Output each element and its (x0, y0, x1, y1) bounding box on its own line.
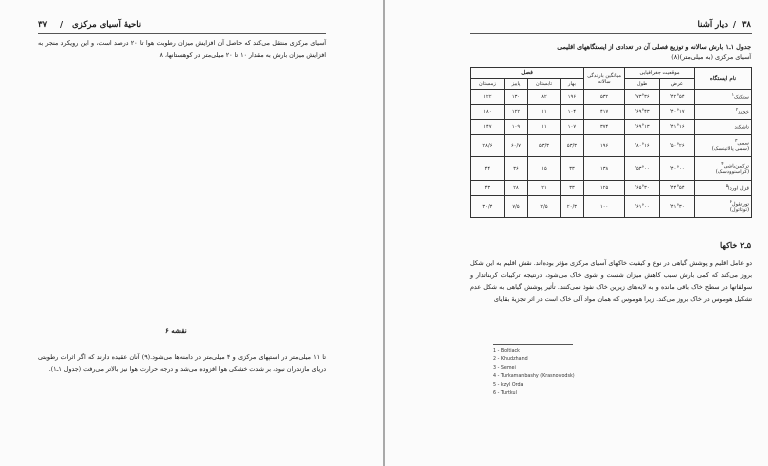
table-row (471, 120, 752, 135)
autumn-cell: ۱۲۲ (504, 105, 527, 120)
winter-cell: ۱۲۲ (471, 90, 505, 105)
lat-cell: ۵۰°۲۶' (660, 135, 695, 157)
col-lat-header: عرض (660, 79, 695, 90)
right-header-separator: / (732, 20, 736, 30)
summer-cell: ۲/۵ (528, 196, 561, 218)
station-cell: ستکنک$^۱$ (695, 90, 752, 105)
right-header-running-title: دیار آشنا (697, 20, 728, 30)
precipitation-table (470, 67, 752, 218)
spring-cell: ۲۰/۳ (560, 196, 583, 218)
col-season-header: فصل (471, 68, 584, 79)
footnote-item: 1 - Boltiack (493, 349, 520, 354)
table-row (471, 135, 752, 157)
left-header-running-title: ناحیهٔ آسیای مرکزی (72, 20, 142, 30)
lon-cell: ۶۹°۱۳' (625, 120, 660, 135)
left-header-rule (38, 33, 326, 34)
autumn-cell: ۶۰/۷ (504, 135, 527, 157)
lon-cell: ۶۱°۰۰' (625, 196, 660, 218)
annual-cell: ۱۲۵ (584, 181, 625, 196)
footnote-rule (493, 344, 573, 345)
lon-cell: ۸۰°۱۶' (625, 135, 660, 157)
table-row (471, 196, 752, 218)
summer-cell: ۱۱ (528, 120, 561, 135)
footnote-item: 6 - Turtkul (493, 391, 517, 397)
spring-cell: ۱۰۷ (560, 120, 583, 135)
footnote-item: 3 - Semei (493, 365, 516, 371)
col-geo-header: موقعیت جغرافیایی (625, 68, 695, 79)
station-cell: ترکمن‌باشی$^۴$ (کراسنوودسک) (695, 157, 752, 181)
lat-cell: ۴۰°۰۰' (660, 157, 695, 181)
col-station-header: نام ایستگاه (695, 68, 752, 90)
table-row (471, 105, 752, 120)
summer-cell: ۲۱ (528, 181, 561, 196)
spring-cell: ۱۹۶ (560, 90, 583, 105)
season-header-spring: بهار (560, 79, 583, 90)
autumn-cell: ۲۸ (504, 181, 527, 196)
summer-cell: ۱۵ (528, 157, 561, 181)
left-header-page-number: ۳۷ (38, 20, 48, 30)
table-row (471, 157, 752, 181)
lon-cell: ۵۳°۰۰' (625, 157, 660, 181)
map-caption: نقشه ۶ (165, 326, 187, 335)
left-page (0, 0, 383, 466)
right-header-rule (470, 33, 752, 34)
station-cell: تورتقول$^۶$ (توتاتول) (695, 196, 752, 218)
table-caption (451, 43, 751, 63)
col-annual-header: میانگین بارندگی سالانه (584, 68, 625, 90)
station-cell: سمی$^۳$ (سمی پالاتینسک) (695, 135, 752, 157)
lon-cell: ۶۹°۴۳' (625, 105, 660, 120)
table-row (471, 90, 752, 105)
left-header-separator: / (60, 20, 64, 30)
autumn-cell: ۱۳۰ (504, 90, 527, 105)
table-row (471, 181, 752, 196)
right-page (385, 0, 768, 466)
spring-cell: ۱۰۴ (560, 105, 583, 120)
lat-cell: ۴۴°۵۴' (660, 181, 695, 196)
autumn-cell: ۷/۵ (504, 196, 527, 218)
lon-cell: ۷۳°۳۶' (625, 90, 660, 105)
lat-cell: ۴۰°۱۷' (660, 105, 695, 120)
left-bottom-paragraph: تا ۱۱ میلی‌متر در استپهای مرکزی و ۴ میلی‌متر در دامنه‌ها می‌شود.(۹) آنان عقیده دارند که اگر اثرات رطوبتی دریای مازندران نبود، بر شدت خشکی هوا افزوده می‌شد و درجه حرارت هوا نیز بالاتر می‌رفت (جدول ۱ـ۱). (38, 354, 326, 373)
annual-cell: ۱۹۶ (584, 135, 625, 157)
autumn-cell: ۱۰۹ (504, 120, 527, 135)
season-header-summer: تابستان (528, 79, 561, 90)
summer-cell: ۵۳/۳ (528, 135, 561, 157)
table-header-row-1 (471, 68, 752, 79)
season-header-winter: زمستان (471, 79, 505, 90)
footnotes (493, 348, 575, 398)
spring-cell: ۳۳ (560, 157, 583, 181)
winter-cell: ۲۸/۶ (471, 135, 505, 157)
soils-paragraph: دو عامل اقلیم و پوشش گیاهی در نوع و کیفیت خاکهای آسیای مرکزی مؤثر بوده‌اند. نقش اقلیم به این شکل بروز می‌کند که کمی بارش سبب کاهش میزان شست و شوی خاک می‌شود، درنتیجه ترکیبات کربناتدار و سولفاتها در سطح خاک باقی مانده و به لایه‌های زیرین خاک نفوذ نمی‌کنند. تأثیر پوشش گیاهی به شکل عدم تشکیل هوموس در خاک بروز می‌کند. زیرا هوموس که همان مواد آلی خاک است در اثر تجزیهٔ بقایای (470, 260, 752, 303)
winter-cell: ۴۳ (471, 181, 505, 196)
lat-cell: ۴۱°۱۶' (660, 120, 695, 135)
winter-cell: ۳۰/۴ (471, 196, 505, 218)
annual-cell: ۴۱۷ (584, 105, 625, 120)
station-cell: خجند$^۲$ (695, 105, 752, 120)
lat-cell: ۴۲°۵۴' (660, 90, 695, 105)
footnote-item: 4 - Turkamanbashy (Krasnovodsk) (493, 374, 575, 380)
summer-cell: ۱۱ (528, 105, 561, 120)
spring-cell: ۵۳/۳ (560, 135, 583, 157)
annual-cell: ۱۳۸ (584, 157, 625, 181)
annual-cell: ۳۷۴ (584, 120, 625, 135)
spring-cell: ۳۳ (560, 181, 583, 196)
winter-cell: ۱۸۰ (471, 105, 505, 120)
table-caption-subtitle: آسیای مرکزی (به میلی‌متر)(۸) (671, 54, 751, 61)
annual-cell: ۵۳۲ (584, 90, 625, 105)
lon-cell: ۶۵°۳۰' (625, 181, 660, 196)
summer-cell: ۸۲ (528, 90, 561, 105)
winter-cell: ۴۴ (471, 157, 505, 181)
left-top-paragraph: آسیای مرکزی منتقل می‌کند که حاصل آن افزایش میزان رطوبت هوا تا ۲۰ درصد است، و این رویکرد منجر به افزایش میزان بارش به مقدار ۱۰ تا ۲۰ میلی‌متر در کوهستانها، ۸ (38, 40, 326, 59)
table-caption-title: جدول ۱ـ۱ بارش سالانه و توزیع فصلی آن در تعدادی از ایستگاههای اقلیمی (557, 44, 751, 51)
annual-cell: ۱۰۰ (584, 196, 625, 218)
station-cell: تاشکند (695, 120, 752, 135)
winter-cell: ۱۴۷ (471, 120, 505, 135)
season-header-autumn: پاییز (504, 79, 527, 90)
lat-cell: ۴۱°۳۰' (660, 196, 695, 218)
footnote-item: 5 - kzyl Orda (493, 382, 524, 388)
section-title: ۵ـ۲ خاکها (719, 240, 751, 250)
footnote-item: 2 - Khudzhand (493, 357, 528, 363)
col-lon-header: طول (625, 79, 660, 90)
autumn-cell: ۳۶ (504, 157, 527, 181)
right-header-page-number: ۳۸ (741, 20, 751, 30)
station-cell: قزل اوردا$^۵$ (695, 181, 752, 196)
